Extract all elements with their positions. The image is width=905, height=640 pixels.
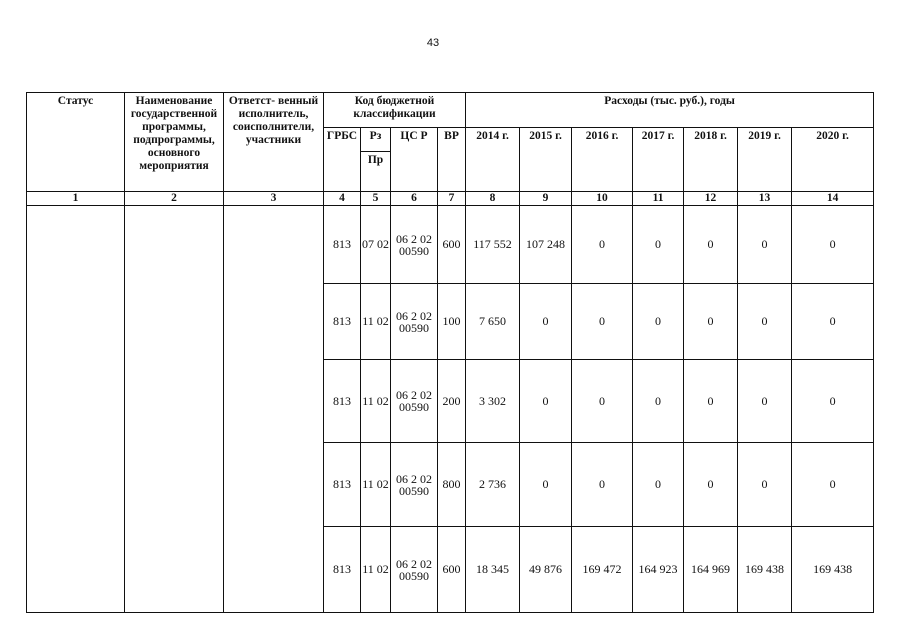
grbs-cell: 813 bbox=[324, 206, 361, 284]
page-number: 43 bbox=[426, 37, 440, 49]
csr-header: ЦС Р bbox=[391, 128, 438, 192]
rzpr-cell: 11 02 bbox=[361, 443, 391, 527]
budget-table bbox=[26, 92, 874, 613]
year-header: 2019 г. bbox=[738, 128, 792, 192]
name-header: Наименование государственной программы, подпрограммы, основного мероприятия bbox=[125, 93, 224, 192]
grbs-header: ГРБС bbox=[324, 128, 361, 192]
column-number: 12 bbox=[684, 192, 738, 206]
year-header: 2020 г. bbox=[792, 128, 874, 192]
expense-value-cell: 0 bbox=[572, 206, 633, 284]
expense-value-cell: 164 923 bbox=[633, 527, 684, 613]
rzpr-cell: 07 02 bbox=[361, 206, 391, 284]
expense-value-cell: 169 438 bbox=[792, 527, 874, 613]
expense-value-cell: 0 bbox=[738, 206, 792, 284]
csr-cell: 06 2 02 00590 bbox=[391, 284, 438, 360]
column-number: 10 bbox=[572, 192, 633, 206]
status-header: Статус bbox=[27, 93, 125, 192]
grbs-cell: 813 bbox=[324, 360, 361, 443]
expense-value-cell: 0 bbox=[684, 206, 738, 284]
column-number: 9 bbox=[520, 192, 572, 206]
column-number: 1 bbox=[27, 192, 125, 206]
budget-code-header: Код бюджетной классификации bbox=[324, 93, 466, 128]
column-number: 14 bbox=[792, 192, 874, 206]
year-header: 2016 г. bbox=[572, 128, 633, 192]
expense-value-cell: 0 bbox=[572, 284, 633, 360]
column-number: 2 bbox=[125, 192, 224, 206]
table-row bbox=[27, 206, 874, 284]
expense-value-cell: 0 bbox=[792, 443, 874, 527]
expense-value-cell: 117 552 bbox=[466, 206, 520, 284]
expense-value-cell: 0 bbox=[520, 360, 572, 443]
year-header: 2018 г. bbox=[684, 128, 738, 192]
column-number: 11 bbox=[633, 192, 684, 206]
vr-cell: 600 bbox=[438, 206, 466, 284]
expense-value-cell: 0 bbox=[572, 443, 633, 527]
column-number: 13 bbox=[738, 192, 792, 206]
header-row-1 bbox=[27, 93, 874, 128]
rzpr-cell: 11 02 bbox=[361, 527, 391, 613]
expense-value-cell: 0 bbox=[684, 443, 738, 527]
expense-value-cell: 169 472 bbox=[572, 527, 633, 613]
expense-value-cell: 3 302 bbox=[466, 360, 520, 443]
vr-cell: 600 bbox=[438, 527, 466, 613]
expense-value-cell: 0 bbox=[520, 443, 572, 527]
column-number: 7 bbox=[438, 192, 466, 206]
expense-value-cell: 0 bbox=[792, 360, 874, 443]
vr-header: ВР bbox=[438, 128, 466, 192]
year-header: 2014 г. bbox=[466, 128, 520, 192]
rz-header: Рз bbox=[361, 128, 391, 152]
year-header: 2015 г. bbox=[520, 128, 572, 192]
expense-value-cell: 164 969 bbox=[684, 527, 738, 613]
executor-header: Ответст- венный исполнитель, соисполнители, участники bbox=[224, 93, 324, 192]
expense-value-cell: 18 345 bbox=[466, 527, 520, 613]
expense-value-cell: 0 bbox=[792, 206, 874, 284]
column-number: 4 bbox=[324, 192, 361, 206]
expense-value-cell: 0 bbox=[633, 443, 684, 527]
column-number-row bbox=[27, 192, 874, 206]
rzpr-cell: 11 02 bbox=[361, 284, 391, 360]
vr-cell: 200 bbox=[438, 360, 466, 443]
expense-value-cell: 0 bbox=[738, 360, 792, 443]
csr-cell: 06 2 02 00590 bbox=[391, 360, 438, 443]
rzpr-cell: 11 02 bbox=[361, 360, 391, 443]
expense-value-cell: 0 bbox=[633, 360, 684, 443]
expense-value-cell: 0 bbox=[520, 284, 572, 360]
expense-value-cell: 0 bbox=[738, 443, 792, 527]
year-header: 2017 г. bbox=[633, 128, 684, 192]
csr-cell: 06 2 02 00590 bbox=[391, 527, 438, 613]
column-number: 3 bbox=[224, 192, 324, 206]
vr-cell: 100 bbox=[438, 284, 466, 360]
expense-value-cell: 0 bbox=[792, 284, 874, 360]
expense-value-cell: 0 bbox=[633, 284, 684, 360]
csr-cell: 06 2 02 00590 bbox=[391, 206, 438, 284]
expenses-header: Расходы (тыс. руб.), годы bbox=[466, 93, 874, 128]
csr-cell: 06 2 02 00590 bbox=[391, 443, 438, 527]
grbs-cell: 813 bbox=[324, 443, 361, 527]
expense-value-cell: 7 650 bbox=[466, 284, 520, 360]
executor-cell bbox=[224, 206, 324, 613]
expense-value-cell: 49 876 bbox=[520, 527, 572, 613]
expense-value-cell: 0 bbox=[572, 360, 633, 443]
expense-value-cell: 0 bbox=[633, 206, 684, 284]
column-number: 5 bbox=[361, 192, 391, 206]
expense-value-cell: 107 248 bbox=[520, 206, 572, 284]
column-number: 6 bbox=[391, 192, 438, 206]
grbs-cell: 813 bbox=[324, 284, 361, 360]
expense-value-cell: 2 736 bbox=[466, 443, 520, 527]
pr-header: Пр bbox=[361, 152, 391, 192]
name-cell bbox=[125, 206, 224, 613]
column-number: 8 bbox=[466, 192, 520, 206]
grbs-cell: 813 bbox=[324, 527, 361, 613]
expense-value-cell: 0 bbox=[738, 284, 792, 360]
status-cell bbox=[27, 206, 125, 613]
expense-value-cell: 0 bbox=[684, 284, 738, 360]
expense-value-cell: 0 bbox=[684, 360, 738, 443]
expense-value-cell: 169 438 bbox=[738, 527, 792, 613]
vr-cell: 800 bbox=[438, 443, 466, 527]
